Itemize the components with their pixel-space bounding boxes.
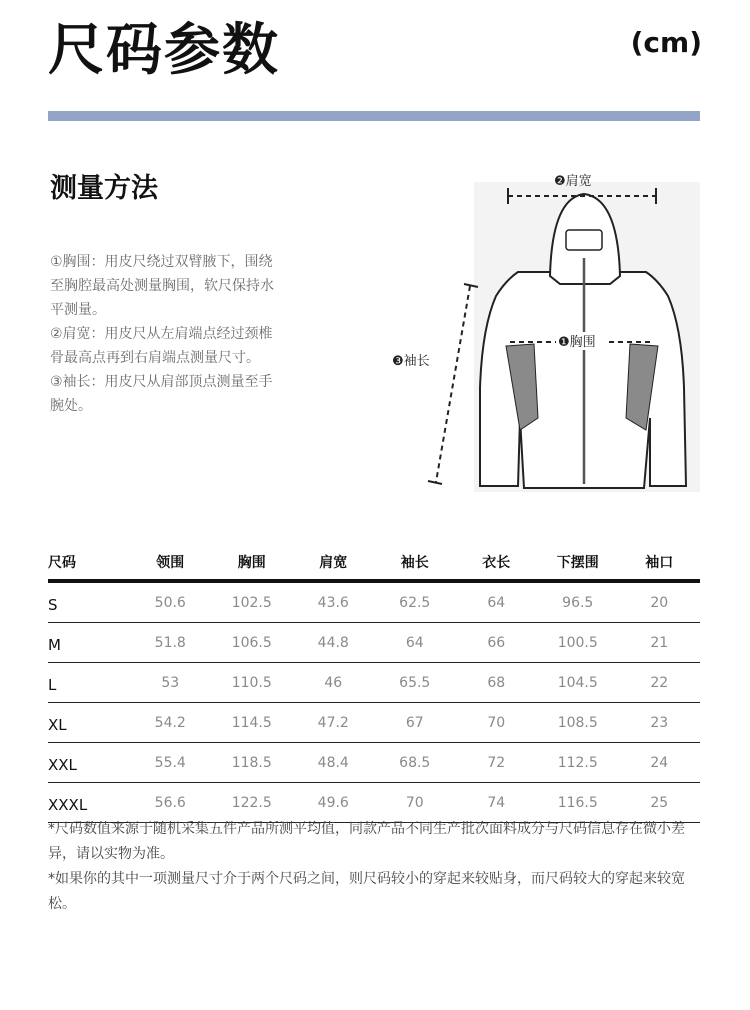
- cell-sleeve: 68.5: [374, 743, 456, 783]
- cell-sleeve: 64: [374, 623, 456, 663]
- cell-size: XXL: [48, 743, 130, 783]
- page-title: 尺码参数: [48, 18, 280, 83]
- col-sleeve: 袖长: [374, 545, 456, 581]
- cell-hem: 100.5: [537, 623, 619, 663]
- cell-chest: 106.5: [211, 623, 293, 663]
- cell-sleeve: 62.5: [374, 581, 456, 623]
- cell-cuff: 24: [619, 743, 701, 783]
- cell-shoulder: 49.6: [293, 783, 375, 823]
- measure-method-text: [50, 250, 285, 418]
- table-row: [48, 581, 700, 623]
- cell-collar: 50.6: [130, 581, 212, 623]
- unit-label: (cm): [630, 26, 702, 59]
- sleeve-label: ❸袖长: [392, 354, 430, 369]
- cell-size: L: [48, 663, 130, 703]
- note-item: *如果你的其中一项测量尺寸介于两个尺码之间，则尺码较小的穿起来较贴身，而尺码较大的穿起来较宽松。: [48, 871, 685, 912]
- col-cuff: 袖口: [619, 545, 701, 581]
- cell-chest: 118.5: [211, 743, 293, 783]
- table-row: [48, 743, 700, 783]
- hood-face-opening: [566, 230, 602, 250]
- table-row: [48, 663, 700, 703]
- note-item: *尺码数值来源于随机采集五件产品所测平均值，同款产品不同生产批次面料成分与尺码信息存在微小差异，请以实物为准。: [48, 821, 685, 862]
- method-chest: ①胸围：用皮尺绕过双臂腋下，围绕至胸腔最高处测量胸围，软尺保持水平测量。: [50, 254, 274, 318]
- accent-divider: [48, 111, 700, 121]
- col-size: 尺码: [48, 545, 130, 581]
- sleeve-measure-line: [436, 286, 470, 482]
- table-header-row: [48, 545, 700, 581]
- cell-cuff: 23: [619, 703, 701, 743]
- sleeve-tick-bottom: [428, 481, 442, 484]
- jacket-illustration: [388, 168, 700, 498]
- cell-hem: 104.5: [537, 663, 619, 703]
- cell-length: 66: [456, 623, 538, 663]
- cell-length: 72: [456, 743, 538, 783]
- cell-size: XL: [48, 703, 130, 743]
- cell-hem: 116.5: [537, 783, 619, 823]
- cell-size: M: [48, 623, 130, 663]
- cell-shoulder: 46: [293, 663, 375, 703]
- size-table: [48, 545, 700, 823]
- cell-length: 68: [456, 663, 538, 703]
- cell-collar: 53: [130, 663, 212, 703]
- table-row: [48, 703, 700, 743]
- cell-sleeve: 70: [374, 783, 456, 823]
- cell-shoulder: 47.2: [293, 703, 375, 743]
- shoulder-label: ❷肩宽: [554, 174, 592, 189]
- cell-chest: 110.5: [211, 663, 293, 703]
- cell-collar: 56.6: [130, 783, 212, 823]
- cell-collar: 51.8: [130, 623, 212, 663]
- cell-sleeve: 65.5: [374, 663, 456, 703]
- cell-cuff: 20: [619, 581, 701, 623]
- cell-collar: 55.4: [130, 743, 212, 783]
- cell-hem: 112.5: [537, 743, 619, 783]
- size-notes: [48, 817, 703, 917]
- cell-sleeve: 67: [374, 703, 456, 743]
- method-shoulder: ②肩宽：用皮尺从左肩端点经过颈椎骨最高点再到右肩端点测量尺寸。: [50, 326, 273, 366]
- chest-label: ❶胸围: [558, 335, 596, 350]
- cell-shoulder: 43.6: [293, 581, 375, 623]
- table-row: [48, 623, 700, 663]
- col-shoulder: 肩宽: [293, 545, 375, 581]
- col-length: 衣长: [456, 545, 538, 581]
- cell-shoulder: 48.4: [293, 743, 375, 783]
- col-chest: 胸围: [211, 545, 293, 581]
- cell-length: 70: [456, 703, 538, 743]
- cell-chest: 122.5: [211, 783, 293, 823]
- col-hem: 下摆围: [537, 545, 619, 581]
- cell-size: S: [48, 581, 130, 623]
- cell-length: 74: [456, 783, 538, 823]
- cell-cuff: 22: [619, 663, 701, 703]
- cell-chest: 102.5: [211, 581, 293, 623]
- cell-hem: 108.5: [537, 703, 619, 743]
- cell-cuff: 25: [619, 783, 701, 823]
- cell-collar: 54.2: [130, 703, 212, 743]
- cell-shoulder: 44.8: [293, 623, 375, 663]
- cell-chest: 114.5: [211, 703, 293, 743]
- cell-cuff: 21: [619, 623, 701, 663]
- cell-size: XXXL: [48, 783, 130, 823]
- jacket-diagram: [388, 168, 700, 498]
- cell-hem: 96.5: [537, 581, 619, 623]
- measure-method-title: 测量方法: [50, 173, 158, 204]
- col-collar: 领围: [130, 545, 212, 581]
- method-sleeve: ③袖长：用皮尺从肩部顶点测量至手腕处。: [50, 374, 273, 414]
- cell-length: 64: [456, 581, 538, 623]
